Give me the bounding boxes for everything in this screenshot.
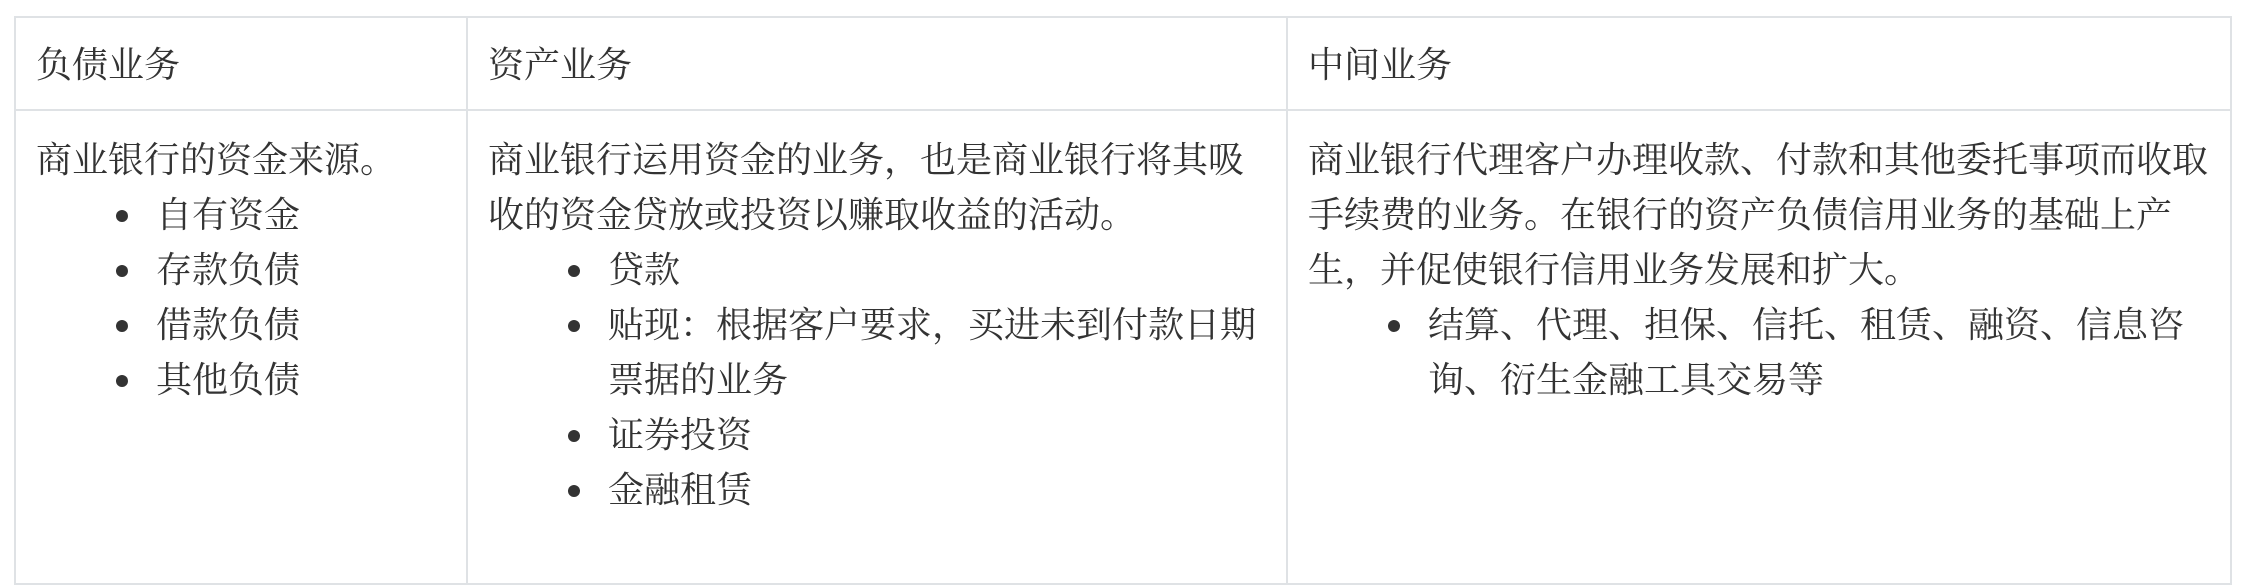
- liability-business-list: [36, 188, 446, 408]
- liability-business-cell: [15, 110, 467, 584]
- intermediary-business-cell: [1287, 110, 2231, 584]
- asset-business-intro: 商业银行运用资金的业务，也是商业银行将其吸收的资金贷放或投资以赚取收益的活动。: [488, 140, 1245, 236]
- table-row: [15, 110, 2231, 584]
- bank-business-table: [14, 16, 2230, 585]
- header-asset-business: 资产业务: [467, 17, 1287, 110]
- list-item: 存款负债: [156, 243, 446, 298]
- header-liability-business: 负债业务: [15, 17, 467, 110]
- list-item: 金融租赁: [608, 463, 1266, 518]
- intermediary-business-list: [1308, 298, 2210, 408]
- list-item: 贴现：根据客户要求，买进未到付款日期票据的业务: [608, 298, 1266, 408]
- list-item: 证券投资: [608, 408, 1266, 463]
- intermediary-business-intro: 商业银行代理客户办理收款、付款和其他委托事项而收取手续费的业务。在银行的资产负债信用业务的基础上产生，并促使银行信用业务发展和扩大。: [1308, 140, 2209, 291]
- list-item: 贷款: [608, 243, 1266, 298]
- list-item: 结算、代理、担保、信托、租赁、融资、信息咨询、衍生金融工具交易等: [1428, 298, 2210, 408]
- list-item: 其他负债: [156, 353, 446, 408]
- header-intermediary-business: 中间业务: [1287, 17, 2231, 110]
- table-header-row: [15, 17, 2231, 110]
- asset-business-list: [488, 243, 1266, 518]
- business-table: [14, 16, 2232, 585]
- liability-business-intro: 商业银行的资金来源。: [36, 140, 397, 181]
- list-item: 自有资金: [156, 188, 446, 243]
- list-item: 借款负债: [156, 298, 446, 353]
- asset-business-cell: [467, 110, 1287, 584]
